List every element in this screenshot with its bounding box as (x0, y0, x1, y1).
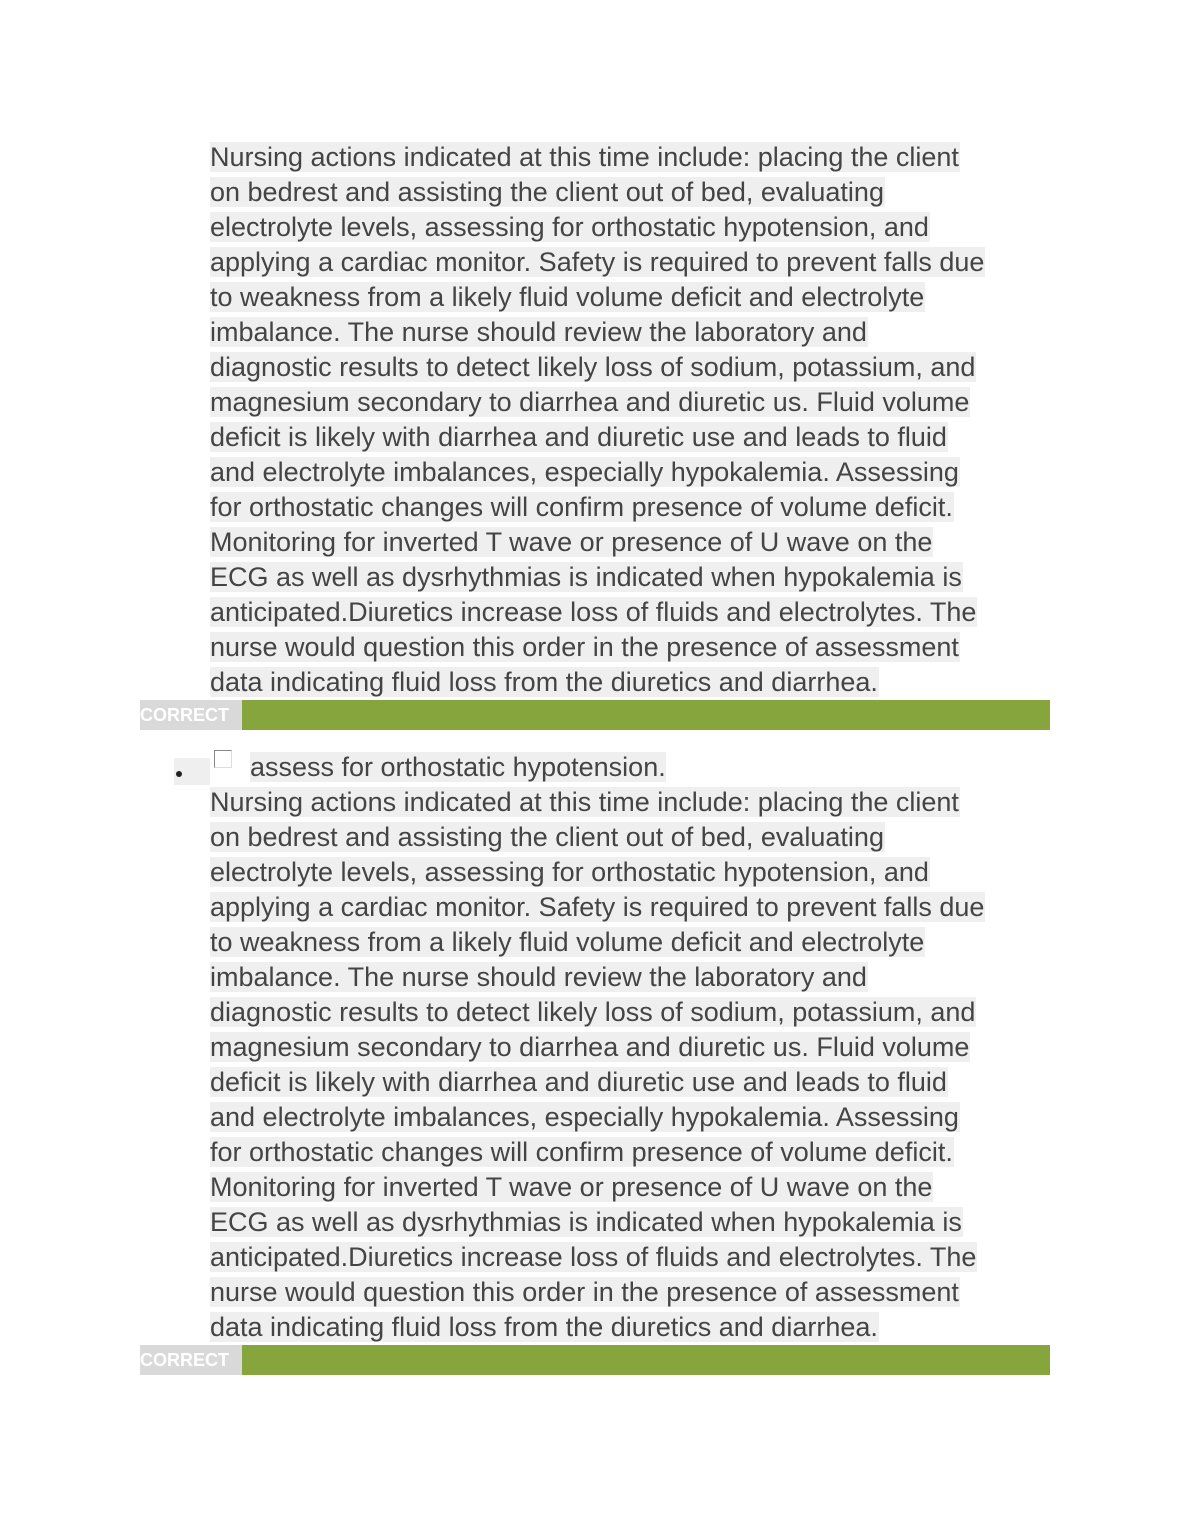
rationale-line: anticipated.Diuretics increase loss of fluids and electrolytes. The (210, 597, 977, 627)
correct-label: CORRECT (140, 700, 242, 730)
rationale-line: Monitoring for inverted T wave or presence of U wave on the (210, 527, 933, 557)
rationale-line: deficit is likely with diarrhea and diuretic use and leads to fluid (210, 422, 947, 452)
rationale-line: applying a cardiac monitor. Safety is required to prevent falls due (210, 247, 985, 277)
rationale-line: Nursing actions indicated at this time include: placing the client (210, 787, 959, 817)
rationale-line: applying a cardiac monitor. Safety is required to prevent falls due (210, 892, 985, 922)
rationale-line: nurse would question this order in the presence of assessment (210, 1277, 959, 1307)
rationale-line: for orthostatic changes will confirm presence of volume deficit. (210, 1137, 953, 1167)
rationale-line: data indicating fluid loss from the diuretics and diarrhea. (210, 667, 878, 697)
correct-status-bar-2 (140, 1345, 1050, 1375)
rationale-line: ECG as well as dysrhythmias is indicated when hypokalemia is (210, 562, 962, 592)
rationale-line: deficit is likely with diarrhea and diuretic use and leads to fluid (210, 1067, 947, 1097)
rationale-line: imbalance. The nurse should review the laboratory and (210, 962, 867, 992)
rationale-line: diagnostic results to detect likely loss of sodium, potassium, and (210, 352, 976, 382)
rationale-line: diagnostic results to detect likely loss of sodium, potassium, and (210, 997, 976, 1027)
rationale-line: magnesium secondary to diarrhea and diuretic us. Fluid volume (210, 1032, 970, 1062)
rationale-line: anticipated.Diuretics increase loss of fluids and electrolytes. The (210, 1242, 977, 1272)
rationale-paragraph-2 (210, 785, 1060, 1345)
rationale-line: and electrolyte imbalances, especially hypokalemia. Assessing (210, 1102, 959, 1132)
rationale-paragraph-1 (210, 140, 1060, 700)
checkbox-icon[interactable] (214, 750, 232, 768)
rationale-line: electrolyte levels, assessing for orthostatic hypotension, and (210, 857, 929, 887)
rationale-line: on bedrest and assisting the client out of bed, evaluating (210, 822, 884, 852)
rationale-line: data indicating fluid loss from the diuretics and diarrhea. (210, 1312, 878, 1342)
rationale-line: imbalance. The nurse should review the laboratory and (210, 317, 867, 347)
rationale-line: Nursing actions indicated at this time include: placing the client (210, 142, 959, 172)
rationale-line: to weakness from a likely fluid volume deficit and electrolyte (210, 282, 925, 312)
rationale-line: and electrolyte imbalances, especially hypokalemia. Assessing (210, 457, 959, 487)
rationale-line: on bedrest and assisting the client out of bed, evaluating (210, 177, 884, 207)
correct-status-bar-1 (140, 700, 1050, 730)
rationale-line: electrolyte levels, assessing for orthostatic hypotension, and (210, 212, 929, 242)
correct-label: CORRECT (140, 1345, 242, 1375)
rationale-line: to weakness from a likely fluid volume deficit and electrolyte (210, 927, 925, 957)
rationale-line: for orthostatic changes will confirm presence of volume deficit. (210, 492, 953, 522)
bullet-icon (174, 758, 210, 785)
rationale-line: Monitoring for inverted T wave or presence of U wave on the (210, 1172, 933, 1202)
answer-option-label: assess for orthostatic hypotension. (250, 752, 666, 782)
rationale-line: nurse would question this order in the presence of assessment (210, 632, 959, 662)
answer-option-row[interactable] (174, 750, 874, 785)
rationale-line: ECG as well as dysrhythmias is indicated when hypokalemia is (210, 1207, 962, 1237)
rationale-line: magnesium secondary to diarrhea and diuretic us. Fluid volume (210, 387, 970, 417)
